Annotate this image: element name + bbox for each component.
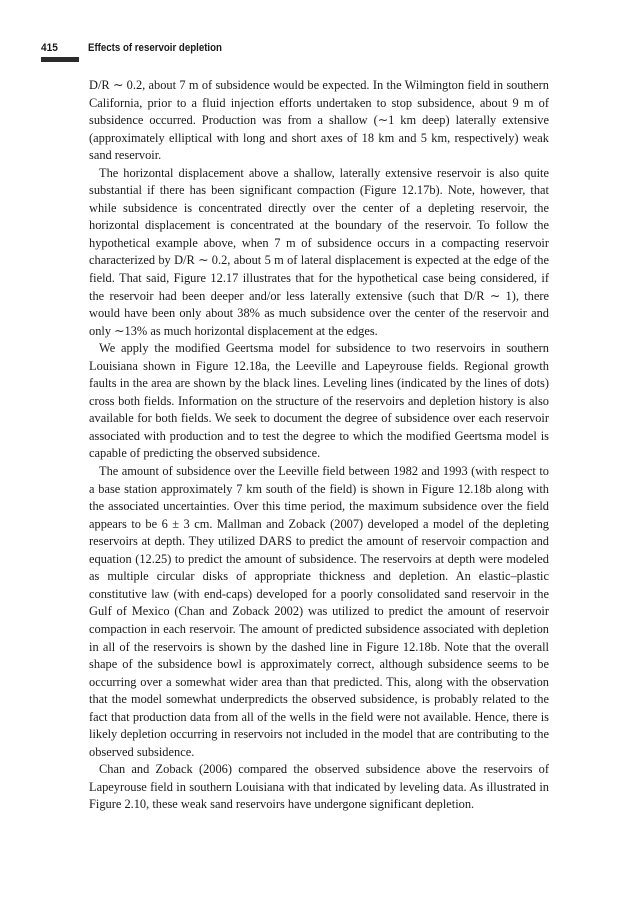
paragraph-4: The amount of subsidence over the Leeville field between 1982 and 1993 (with respect to a base station approximately 7 km south of the field) is shown in Figure 12.18b along with the associated uncertainties. Over this time period, the maximum subsidence over the field appears to be 6 ± 3 cm. Mallman and Zoback (2007) developed a model of the depleting reservoirs at depth. They utilized DARS to predict the amount of reservoir compaction and equation (12.25) to predict the amount of subsidence. The reservoirs at depth were modeled as multiple circular disks of appropriate thickness and depletion. An elastic–plastic constitutive law (with end-caps) developed for a poorly consolidated sand reservoir in the Gulf of Mexico (Chan and Zoback 2002) was utilized to predict the amount of reservoir compaction in each reservoir. The amount of predicted subsidence associated with depletion in all of the reservoirs is shown by the dashed line in Figure 12.18b. Note that the overall shape of the subsidence bowl is approximately correct, although subsidence seems to be occurring over a somewhat wider area than that predicted. This, along with the observation that the model somewhat underpredicts the observed subsidence, is probably related to the fact that production data from all of the wells in the field were not available. Hence, there is likely depletion occurring in reservoirs not included in the model that are contributing to the observed subsidence. [89, 464, 549, 759]
running-title: Effects of reservoir depletion [88, 42, 222, 54]
paragraph-5: Chan and Zoback (2006) compared the observed subsidence above the reservoirs of Lapeyrouse field in southern Louisiana with that indicated by leveling data. As illustrated in Figure 2.10, these weak sand reservoirs have undergone significant depletion. [89, 762, 549, 812]
body-text [89, 77, 549, 814]
paragraph-2: The horizontal displacement above a shallow, laterally extensive reservoir is also quite substantial if there has been significant compaction (Figure 12.17b). Note, however, that while subsidence is concentrated directly over the center of a depleting reservoir, the horizontal displacement is concentrated at the boundary of the reservoir. To follow the hypothetical example above, when 7 m of subsidence occurs in a compacting reservoir characterized by D/R ∼ 0.2, about 5 m of lateral displacement is expected at the edge of the field. That said, Figure 12.17 illustrates that for the hypothetical case being considered, if the reservoir had been deeper and/or less laterally extensive (such that D/R ∼ 1), there would have been only about 38% as much subsidence over the center of the reservoir and only ∼13% as much horizontal displacement at the edges. [89, 165, 549, 338]
page-number: 415 [41, 42, 58, 54]
page-header [41, 42, 561, 58]
header-rule [41, 57, 79, 62]
paragraph-3: We apply the modified Geertsma model for subsidence to two reservoirs in southern Louisiana shown in Figure 12.18a, the Leeville and Lapeyrouse fields. Regional growth faults in the area are shown by the black lines. Leveling lines (indicated by the lines of dots) cross both fields. Information on the structure of the reservoirs and depletion history is also available for both fields. We seek to document the degree of subsidence over each reservoir associated with production and to test the degree to which the modified Geertsma model is capable of predicting the observed subsidence. [89, 341, 549, 461]
paragraph-1: D/R ∼ 0.2, about 7 m of subsidence would be expected. In the Wilmington field in southern California, prior to a fluid injection efforts undertaken to stop subsidence, about 9 m of subsidence occurred. Production was from a shallow (∼1 km deep) laterally extensive (approximately elliptical with long and short axes of 18 km and 5 km, respectively) weak sand reservoir. [89, 78, 549, 163]
